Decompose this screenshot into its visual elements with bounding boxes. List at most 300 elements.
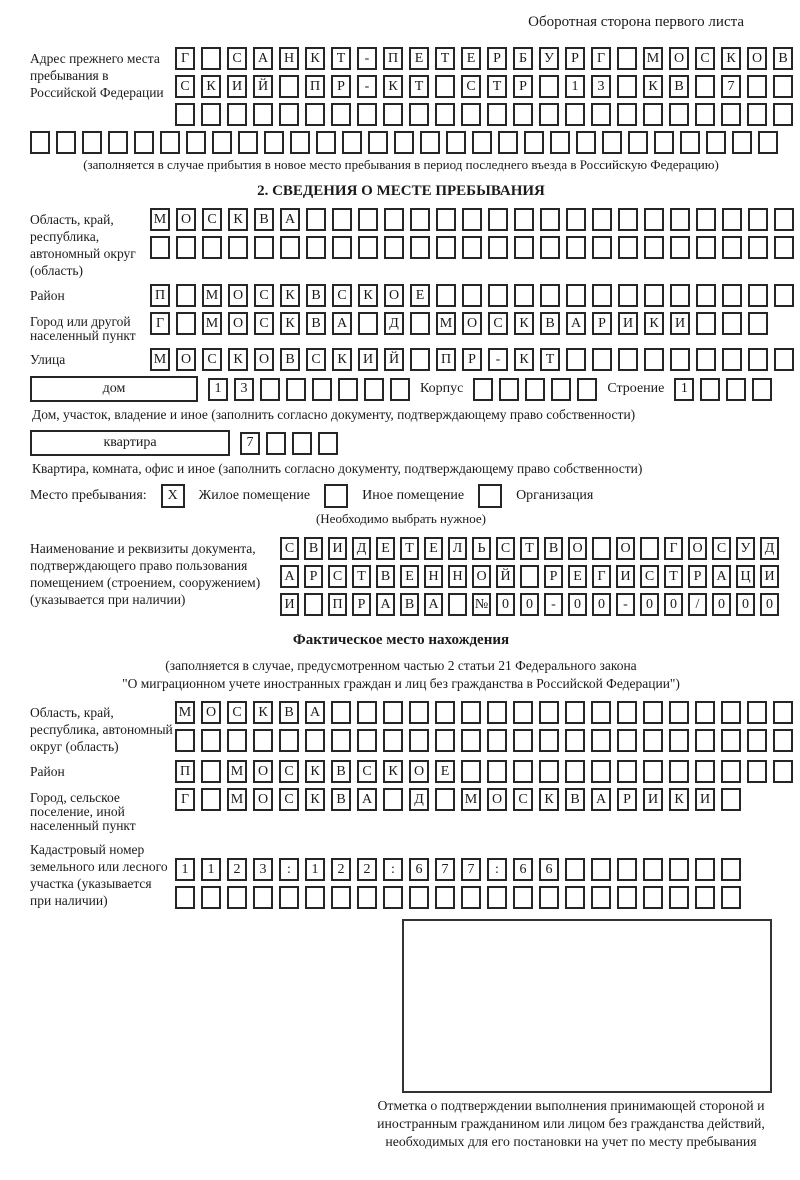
char-box — [175, 729, 195, 752]
char-box — [592, 208, 612, 231]
char-box — [358, 208, 378, 231]
char-box: 1 — [565, 75, 585, 98]
char-box: И — [695, 788, 715, 811]
char-box — [305, 886, 325, 909]
char-box: П — [328, 593, 347, 616]
char-box: М — [202, 312, 222, 335]
char-box — [487, 886, 507, 909]
char-box: С — [254, 312, 274, 335]
char-box: 0 — [712, 593, 731, 616]
char-box: Т — [487, 75, 507, 98]
char-box: В — [306, 312, 326, 335]
char-box — [461, 103, 481, 126]
char-box: О — [472, 565, 491, 588]
char-box — [617, 858, 637, 881]
char-box — [618, 348, 638, 371]
char-box: С — [695, 47, 715, 70]
char-box — [513, 729, 533, 752]
char-box — [487, 729, 507, 752]
char-box: Д — [352, 537, 371, 560]
char-box: О — [176, 208, 196, 231]
char-box: С — [280, 537, 299, 560]
char-box — [644, 208, 664, 231]
char-box: Р — [688, 565, 707, 588]
char-box: С — [640, 565, 659, 588]
char-box — [617, 760, 637, 783]
char-box — [446, 131, 466, 154]
char-box: 6 — [513, 858, 533, 881]
cadastral-row-2 — [175, 886, 741, 909]
char-box: Т — [540, 348, 560, 371]
char-box — [384, 236, 404, 259]
char-box — [409, 701, 429, 724]
char-box — [748, 312, 768, 335]
char-box: 1 — [674, 378, 694, 401]
char-box: М — [150, 208, 170, 231]
char-box — [747, 760, 767, 783]
char-box: П — [436, 348, 456, 371]
char-box: - — [488, 348, 508, 371]
char-box — [726, 378, 746, 401]
actual-region-row-2 — [175, 729, 793, 752]
char-box: С — [175, 75, 195, 98]
char-box: 0 — [664, 593, 683, 616]
char-box — [436, 208, 456, 231]
char-box: Т — [664, 565, 683, 588]
char-box: Т — [400, 537, 419, 560]
char-box — [280, 236, 300, 259]
char-box — [550, 131, 570, 154]
stay-option-organization-label: Организация — [516, 488, 594, 503]
char-box — [722, 348, 742, 371]
char-box: В — [280, 348, 300, 371]
char-box: О — [487, 788, 507, 811]
char-box — [435, 75, 455, 98]
char-box: А — [305, 701, 325, 724]
char-box: М — [175, 701, 195, 724]
char-box: Е — [424, 537, 443, 560]
char-box — [722, 312, 742, 335]
char-box: М — [436, 312, 456, 335]
char-box — [338, 378, 358, 401]
char-box — [539, 886, 559, 909]
char-box: Т — [409, 75, 429, 98]
char-box: М — [227, 788, 247, 811]
char-box: С — [202, 348, 222, 371]
city-row — [30, 312, 772, 343]
char-box: 0 — [592, 593, 611, 616]
apartment-row — [30, 430, 772, 456]
char-box: А — [424, 593, 443, 616]
char-box: О — [254, 348, 274, 371]
stamp-caption: Отметка о подтверждении выполнения принимающей стороной и иностранным гражданином или лицом без гражданства действий, необходимых для его постановки на учет по месту пребывания — [377, 1098, 765, 1149]
char-box: К — [539, 788, 559, 811]
char-box: В — [540, 312, 560, 335]
char-box: 7 — [721, 75, 741, 98]
char-box: К — [669, 788, 689, 811]
char-box — [394, 131, 414, 154]
document-row-1 — [280, 537, 779, 560]
char-box — [748, 284, 768, 307]
char-box: В — [400, 593, 419, 616]
document-block — [30, 537, 775, 616]
char-box: А — [253, 47, 273, 70]
char-box — [565, 103, 585, 126]
char-box — [462, 284, 482, 307]
char-box — [435, 886, 455, 909]
char-box — [747, 103, 767, 126]
char-box — [488, 236, 508, 259]
checkbox-organization — [478, 484, 502, 508]
checkbox-other-premises — [324, 484, 348, 508]
char-box — [565, 858, 585, 881]
char-box: - — [357, 75, 377, 98]
char-box: В — [306, 284, 326, 307]
char-box — [773, 760, 793, 783]
stay-place-label: Место пребывания: — [30, 488, 147, 503]
char-box: С — [279, 788, 299, 811]
char-box: И — [227, 75, 247, 98]
char-box: М — [150, 348, 170, 371]
char-box: 3 — [591, 75, 611, 98]
char-box: Ц — [736, 565, 755, 588]
char-box: 1 — [201, 858, 221, 881]
char-box: Р — [513, 75, 533, 98]
char-box — [669, 729, 689, 752]
char-box — [279, 886, 299, 909]
char-box: Г — [591, 47, 611, 70]
char-box — [640, 537, 659, 560]
char-box — [318, 432, 338, 455]
actual-district-row — [30, 760, 772, 783]
district-label: Район — [30, 288, 65, 303]
char-box: Р — [352, 593, 371, 616]
char-box: П — [305, 75, 325, 98]
char-box — [591, 858, 611, 881]
char-box — [566, 284, 586, 307]
char-box — [331, 886, 351, 909]
char-box — [473, 378, 493, 401]
char-box: : — [279, 858, 299, 881]
char-box: Т — [331, 47, 351, 70]
street-row — [30, 348, 772, 371]
char-box — [539, 75, 559, 98]
char-box — [316, 131, 336, 154]
char-box: А — [712, 565, 731, 588]
char-box — [461, 729, 481, 752]
char-box — [175, 886, 195, 909]
street-cells — [150, 348, 794, 371]
char-box — [472, 131, 492, 154]
char-box: О — [253, 788, 273, 811]
char-box: П — [175, 760, 195, 783]
char-box — [524, 131, 544, 154]
char-box: О — [688, 537, 707, 560]
char-box: К — [305, 47, 325, 70]
char-box — [669, 760, 689, 783]
char-box — [461, 701, 481, 724]
char-box: К — [228, 348, 248, 371]
char-box — [462, 236, 482, 259]
char-box — [773, 75, 793, 98]
char-box — [266, 432, 286, 455]
char-box: Р — [565, 47, 585, 70]
char-box: 0 — [568, 593, 587, 616]
char-box: 0 — [760, 593, 779, 616]
char-box — [435, 729, 455, 752]
char-box — [253, 886, 273, 909]
char-box — [752, 378, 772, 401]
char-box — [643, 760, 663, 783]
char-box — [696, 208, 716, 231]
char-box: С — [357, 760, 377, 783]
char-box: Е — [435, 760, 455, 783]
char-box — [670, 208, 690, 231]
char-box: У — [736, 537, 755, 560]
char-box: С — [279, 760, 299, 783]
house-type-box: дом — [30, 376, 198, 402]
char-box: В — [544, 537, 563, 560]
char-box — [305, 103, 325, 126]
korpus-label: Корпус — [420, 381, 464, 396]
char-box — [669, 701, 689, 724]
char-box — [176, 236, 196, 259]
stroenie-cells — [674, 378, 772, 401]
char-box — [254, 236, 274, 259]
char-box — [201, 103, 221, 126]
stroenie-label: Строение — [607, 381, 665, 396]
char-box — [520, 565, 539, 588]
char-box: О — [253, 760, 273, 783]
char-box — [332, 236, 352, 259]
char-box: О — [747, 47, 767, 70]
char-box: Р — [592, 312, 612, 335]
char-box: К — [332, 348, 352, 371]
char-box — [56, 131, 76, 154]
char-box — [525, 378, 545, 401]
char-box: К — [305, 760, 325, 783]
char-box — [410, 236, 430, 259]
char-box — [357, 729, 377, 752]
char-box: О — [568, 537, 587, 560]
char-box: Г — [150, 312, 170, 335]
char-box — [721, 788, 741, 811]
char-box: Е — [400, 565, 419, 588]
char-box — [628, 131, 648, 154]
char-box: 2 — [227, 858, 247, 881]
char-box — [384, 208, 404, 231]
char-box — [332, 208, 352, 231]
apartment-cells — [240, 432, 338, 455]
char-box — [292, 432, 312, 455]
char-box: Р — [331, 75, 351, 98]
char-box — [747, 729, 767, 752]
char-box — [290, 131, 310, 154]
char-box — [462, 208, 482, 231]
char-box: В — [565, 788, 585, 811]
char-box: П — [383, 47, 403, 70]
char-box — [670, 348, 690, 371]
char-box: С — [328, 565, 347, 588]
char-box: К — [644, 312, 664, 335]
char-box — [201, 729, 221, 752]
char-box — [695, 75, 715, 98]
char-box: Б — [513, 47, 533, 70]
char-box: 0 — [496, 593, 515, 616]
char-box — [722, 208, 742, 231]
char-box: С — [306, 348, 326, 371]
actual-district-label: Район — [30, 764, 65, 779]
apartment-type-box: квартира — [30, 430, 230, 456]
char-box — [279, 75, 299, 98]
char-box — [487, 103, 507, 126]
char-box — [540, 236, 560, 259]
char-box — [175, 103, 195, 126]
char-box — [617, 886, 637, 909]
char-box — [643, 729, 663, 752]
region-row-1 — [150, 208, 794, 231]
char-box — [618, 284, 638, 307]
char-box: А — [376, 593, 395, 616]
char-box — [565, 760, 585, 783]
char-box — [695, 858, 715, 881]
char-box — [591, 760, 611, 783]
char-box — [539, 701, 559, 724]
char-box: Р — [462, 348, 482, 371]
char-box: В — [376, 565, 395, 588]
char-box — [279, 729, 299, 752]
cadastral-row-1 — [175, 858, 741, 881]
char-box — [342, 131, 362, 154]
char-box: 1 — [305, 858, 325, 881]
char-box: О — [669, 47, 689, 70]
char-box: Д — [409, 788, 429, 811]
char-box — [253, 729, 273, 752]
char-box — [695, 103, 715, 126]
apartment-caption: Квартира, комната, офис и иное (заполнить согласно документу, подтверждающему право собственности) — [32, 461, 643, 476]
char-box: Е — [568, 565, 587, 588]
house-row — [30, 376, 772, 402]
char-box: К — [253, 701, 273, 724]
city-cells — [150, 312, 768, 335]
district-cells — [150, 284, 794, 307]
char-box: А — [280, 208, 300, 231]
char-box: О — [384, 284, 404, 307]
char-box — [410, 312, 430, 335]
char-box: Т — [352, 565, 371, 588]
char-box: 0 — [640, 593, 659, 616]
actual-location-note-line1: (заполняется в случае, предусмотренном частью 2 статьи 21 Федерального закона — [165, 658, 637, 673]
char-box — [722, 284, 742, 307]
char-box: Л — [448, 537, 467, 560]
char-box — [435, 788, 455, 811]
char-box — [747, 75, 767, 98]
char-box: Е — [409, 47, 429, 70]
char-box: Д — [384, 312, 404, 335]
actual-region-label: Область, край, республика, автономный округ (область) — [30, 705, 173, 754]
char-box — [286, 378, 306, 401]
document-row-2 — [280, 565, 779, 588]
actual-city-cells — [175, 788, 741, 811]
char-box: Г — [664, 537, 683, 560]
char-box — [358, 312, 378, 335]
char-box: В — [773, 47, 793, 70]
char-box: С — [332, 284, 352, 307]
prev-address-row-4 — [30, 131, 772, 154]
char-box — [618, 208, 638, 231]
char-box: И — [643, 788, 663, 811]
char-box: О — [616, 537, 635, 560]
char-box — [176, 312, 196, 335]
char-box: 3 — [234, 378, 254, 401]
char-box — [383, 788, 403, 811]
char-box — [565, 729, 585, 752]
actual-location-title: Фактическое место нахождения — [292, 632, 510, 648]
char-box — [201, 788, 221, 811]
char-box: С — [227, 701, 247, 724]
char-box: О — [228, 312, 248, 335]
korpus-cells — [473, 378, 597, 401]
char-box — [134, 131, 154, 154]
char-box: В — [331, 760, 351, 783]
char-box — [591, 729, 611, 752]
char-box: И — [280, 593, 299, 616]
char-box — [773, 103, 793, 126]
char-box — [201, 47, 221, 70]
actual-city-label: Город, сельское поселение, иной населенный пункт — [30, 790, 136, 833]
prev-address-note: (заполняется в случае прибытия в новое место пребывания в период последнего въезда в Российскую Федерацию) — [83, 157, 719, 172]
char-box: 1 — [208, 378, 228, 401]
char-box — [592, 284, 612, 307]
char-box — [383, 886, 403, 909]
char-box: К — [228, 208, 248, 231]
char-box — [357, 103, 377, 126]
char-box — [591, 886, 611, 909]
char-box — [410, 348, 430, 371]
document-label: Наименование и реквизиты документа, подтверждающего право пользования помещением (строением, сооружением) (указывается при наличии) — [30, 541, 261, 607]
char-box: С — [496, 537, 515, 560]
char-box: А — [332, 312, 352, 335]
char-box — [513, 886, 533, 909]
house-cells — [208, 378, 410, 401]
char-box — [253, 103, 273, 126]
char-box — [364, 378, 384, 401]
char-box — [721, 729, 741, 752]
char-box: М — [202, 284, 222, 307]
char-box: А — [591, 788, 611, 811]
char-box — [774, 236, 794, 259]
char-box: : — [383, 858, 403, 881]
char-box — [420, 131, 440, 154]
char-box — [540, 208, 560, 231]
char-box: М — [461, 788, 481, 811]
char-box — [409, 886, 429, 909]
char-box: И — [618, 312, 638, 335]
char-box: А — [357, 788, 377, 811]
char-box — [30, 131, 50, 154]
char-box: Д — [760, 537, 779, 560]
house-caption: Дом, участок, владение и иное (заполнить согласно документу, подтверждающему право собственности) — [32, 407, 636, 422]
stamp-box — [402, 919, 772, 1093]
char-box — [186, 131, 206, 154]
char-box — [669, 858, 689, 881]
char-box: И — [616, 565, 635, 588]
char-box: У — [539, 47, 559, 70]
char-box: 3 — [253, 858, 273, 881]
char-box: К — [358, 284, 378, 307]
char-box — [212, 131, 232, 154]
char-box — [566, 236, 586, 259]
